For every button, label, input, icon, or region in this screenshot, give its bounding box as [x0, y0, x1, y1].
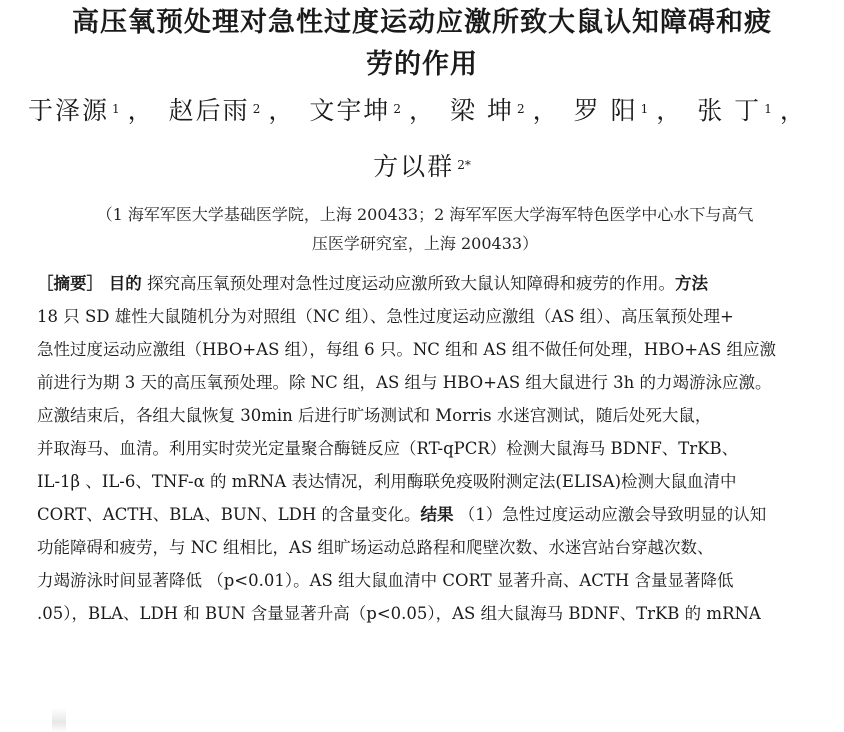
abstract-text: 应激结束后，各组大鼠恢复 30min 后进行旷场测试和 Morris 水迷宫测试，随后处死大鼠， — [37, 406, 712, 425]
abstract-text: 力竭游泳时间显著降低 （p<0.01）。AS 组大鼠血清中 CORT 显著升高、ACTH 含量显著降低 — [37, 571, 734, 590]
abstract-text: （1）急性过度运动应激会导致明显的认知 — [453, 505, 767, 524]
author-last — [0, 150, 844, 184]
author-affiliation-mark: 2 — [252, 102, 261, 116]
author-separator: ， — [127, 96, 155, 125]
author-name: 张 丁 — [697, 96, 762, 125]
abstract-heading: 方法 — [675, 274, 708, 293]
author-affiliation-mark: 2 — [516, 102, 525, 116]
author-separator: ， — [409, 96, 437, 125]
author — [309, 96, 450, 125]
author-affiliation-mark: 1 — [764, 102, 772, 116]
author-separator: ， — [779, 96, 807, 125]
paper-title-line-2: 劳的作用 — [366, 49, 478, 80]
abstract-text: IL-1β 、IL-6、TNF-α 的 mRNA 表达情况，利用酶联免疫吸附测定法(ELISA)检测大鼠血清中 — [37, 472, 737, 491]
abstract-heading: ［摘要］ 目的 — [37, 274, 142, 293]
author-list — [28, 94, 828, 128]
author — [450, 96, 574, 125]
author — [28, 96, 169, 125]
author-name: 文宇坤 — [309, 96, 391, 125]
abstract-text: 急性过度运动应激组（HBO+AS 组），每组 6 只。NC 组和 AS 组不做任何处理，HBO+AS 组应激 — [37, 340, 777, 359]
author-name: 赵后雨 — [168, 96, 250, 125]
author-affiliation-mark: 1 — [112, 102, 120, 116]
abstract-heading: 结果 — [420, 505, 454, 524]
abstract-line — [37, 565, 824, 596]
abstract-line — [37, 367, 824, 398]
abstract-text: CORT、ACTH、BLA、BUN、LDH 的含量变化。 — [37, 505, 421, 524]
scan-artifact — [52, 708, 66, 732]
author-separator: ， — [656, 96, 684, 125]
abstract-text: .05），BLA、LDH 和 BUN 含量显著升高（p<0.05），AS 组大鼠海马 BDNF、TrKB 的 mRNA — [37, 604, 761, 623]
abstract-line — [37, 532, 824, 563]
author-name: 方以群 — [373, 152, 455, 181]
abstract-line — [37, 334, 824, 365]
author-name: 罗 阳 — [573, 96, 638, 125]
abstract-line — [37, 598, 824, 629]
affiliation-line-2: 压医学研究室，上海 200433） — [311, 234, 539, 253]
author-separator: ， — [268, 96, 296, 125]
author — [169, 96, 310, 125]
abstract-line — [37, 301, 824, 332]
affiliation-line-1: （1 海军军医大学基础医学院，上海 200433；2 海军军医大学海军特色医学中心水下与高气 — [96, 205, 754, 224]
abstract-text: 探究高压氧预处理对急性过度运动应激所致大鼠认知障碍和疲劳的作用。 — [141, 274, 675, 293]
paper-title-line-1: 高压氧预处理对急性过度运动应激所致大鼠认知障碍和疲 — [72, 7, 772, 38]
author-affiliation-mark: 2 — [393, 102, 401, 116]
author-name: 梁 坤 — [450, 96, 514, 125]
author — [697, 96, 821, 125]
author-separator: ， — [532, 96, 560, 125]
abstract-text: 前进行为期 3 天的高压氧预处理。除 NC 组，AS 组与 HBO+AS 组大鼠进行 3h 的力竭游泳应激。 — [37, 373, 772, 392]
author-name: 于泽源 — [28, 96, 110, 125]
abstract-text: 18 只 SD 雄性大鼠随机分为对照组（NC 组）、急性过度运动应激组（AS 组）、高压氧预处理+ — [37, 307, 734, 326]
abstract-line — [37, 466, 824, 497]
abstract-text: 并取海马、血清。利用实时荧光定量聚合酶链反应（RT-qPCR）检测大鼠海马 BDNF、TrKB、 — [37, 439, 739, 458]
author-affiliation-mark: 2* — [457, 158, 471, 172]
abstract-line — [37, 433, 824, 464]
author-affiliation-mark: 1 — [640, 102, 649, 116]
abstract-line — [37, 400, 824, 431]
abstract-line — [37, 268, 824, 299]
author — [574, 96, 698, 125]
abstract-line — [37, 499, 824, 530]
abstract — [37, 268, 824, 631]
abstract-text: 功能障碍和疲劳，与 NC 组相比，AS 组旷场运动总路程和爬壁次数、水迷宫站台穿越次数、 — [37, 538, 714, 557]
